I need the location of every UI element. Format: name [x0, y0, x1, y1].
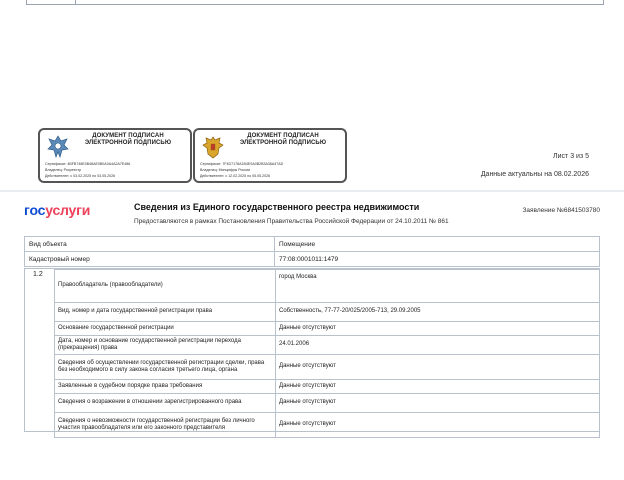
rights-table — [54, 269, 600, 438]
rights-value: Данные отсутствуют — [276, 355, 600, 380]
rights-value: Данные отсутствуют — [276, 394, 600, 413]
statement-number: Заявление №6841503780 — [522, 207, 600, 214]
stamp-owner: Владелец: Минцифры России — [200, 168, 251, 172]
cadastral-number-label: Кадастровый номер — [25, 252, 275, 267]
rights-value: Данные отсутствуют — [276, 413, 600, 438]
table-row — [55, 270, 600, 303]
rights-value: Собственность, 77-77-20/025/2005-713, 29.09.2005 — [276, 303, 600, 322]
stamp-validity: Действителен: с 03.02.2025 по 03.05.2026 — [45, 174, 116, 178]
rights-value: Данные отсутствуют — [276, 322, 600, 336]
rights-value: 24.01.2006 — [276, 336, 600, 355]
sheet-info — [481, 148, 589, 184]
table-row — [55, 303, 600, 322]
data-actual-date: Данные актуальны на 08.02.2026 — [480, 171, 589, 178]
page-subtitle: Предоставляются в рамках Постановления Правительства Российской Федерации от 24.10.2011 № 861 — [134, 218, 449, 225]
rights-label: Сведения об осуществлении государственной регистрации сделки, права без необходимого в силу закона согласия третьего лица, органа — [55, 355, 276, 380]
rights-value: город Москва — [276, 270, 600, 303]
logo-part-gos: гос — [24, 202, 46, 218]
cadastral-number-value: 77:08:0001011:1479 — [275, 252, 600, 267]
table-row — [25, 237, 600, 252]
rights-label: Вид, номер и дата государственной регистрации права — [55, 303, 276, 322]
page-title: Сведения из Единого государственного реестра недвижимости — [134, 202, 420, 212]
rights-label: Правообладатель (правообладатели) — [55, 270, 276, 303]
stamp-title: ДОКУМЕНТ ПОДПИСАН ЭЛЕКТРОННОЙ ПОДПИСЬЮ — [239, 133, 327, 146]
table-row — [55, 355, 600, 380]
table-row — [55, 380, 600, 394]
rights-label: Сведения о возражении в отношении зарегистрированного права — [55, 394, 276, 413]
rights-section — [24, 268, 600, 432]
object-type-label: Вид объекта — [25, 237, 275, 252]
rights-label: Основание государственной регистрации — [55, 322, 276, 336]
object-type-value: Помещение — [275, 237, 600, 252]
e-signature-stamp — [38, 128, 192, 183]
table-row — [55, 336, 600, 355]
stamp-certificate: Сертификат: 7F4D7178A1B4E9A0B2B3A36A47AD — [200, 162, 284, 166]
rights-label: Заявленные в судебном порядке права требования — [55, 380, 276, 394]
rights-label: Сведения о невозможности государственной регистрации без личного участия правообладателя или его законного представителя — [55, 413, 276, 438]
sheet-number: Лист 3 из 5 — [553, 153, 589, 160]
coat-of-arms-emblem-icon — [201, 134, 225, 160]
table-row — [25, 252, 600, 267]
previous-page-table-edge — [26, 0, 604, 5]
table-row — [55, 322, 600, 336]
rosreestr-emblem-icon — [46, 134, 70, 160]
table-row — [55, 413, 600, 438]
rights-label: Дата, номер и основание государственной регистрации перехода (прекращения) права — [55, 336, 276, 355]
stamp-certificate: Сертификат: 4BFB748E0B48AE0B0A0A4A2A7E486 — [45, 162, 131, 166]
e-signature-stamp — [193, 128, 347, 183]
table-row — [55, 394, 600, 413]
logo-part-uslugi: услуги — [45, 202, 91, 218]
page-divider — [0, 190, 624, 192]
stamp-validity: Действителен: с 12.02.2025 по 05.05.2026 — [200, 174, 271, 178]
stamp-owner: Владелец: Росреестр — [45, 168, 82, 172]
object-table — [24, 236, 600, 267]
stamp-title: ДОКУМЕНТ ПОДПИСАН ЭЛЕКТРОННОЙ ПОДПИСЬЮ — [84, 133, 172, 146]
gosuslugi-logo — [24, 202, 90, 218]
section-number: 1.2 — [33, 271, 43, 278]
rights-value: Данные отсутствуют — [276, 380, 600, 394]
